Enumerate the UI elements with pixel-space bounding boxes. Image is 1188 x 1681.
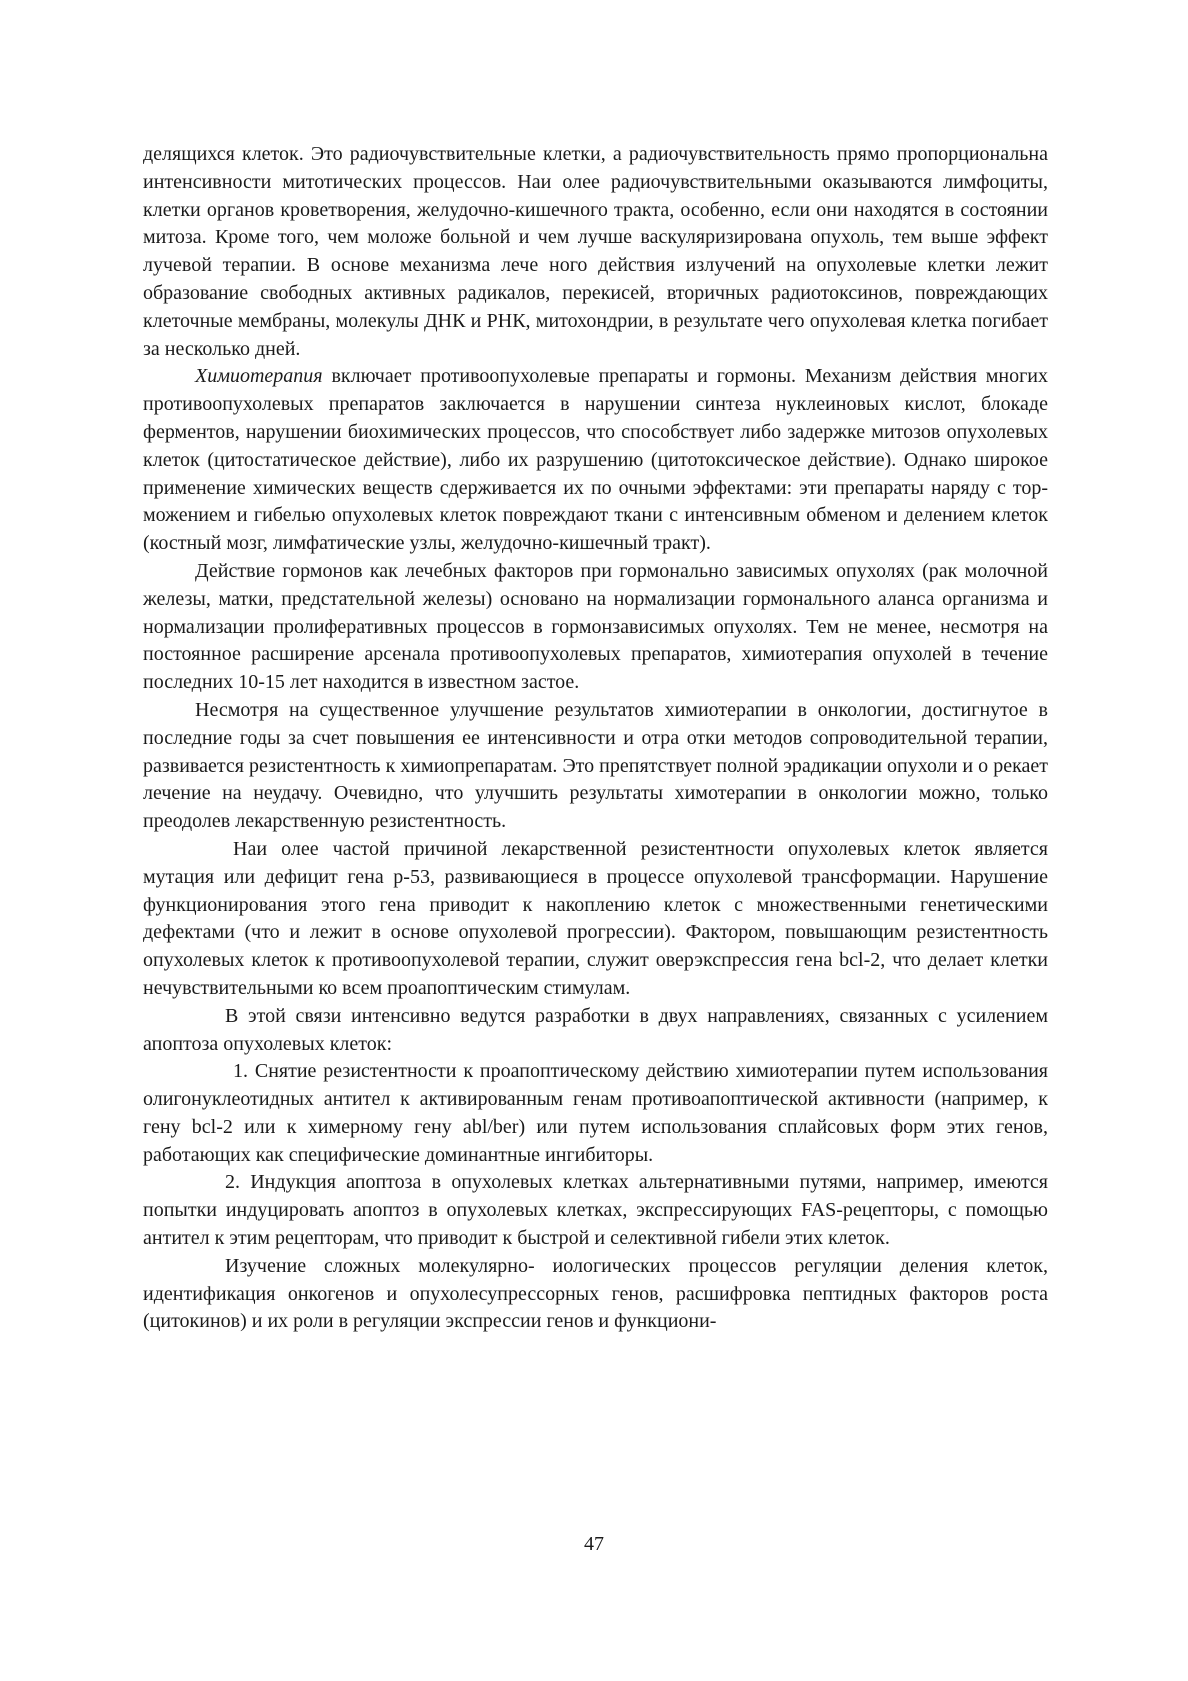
paragraph-p53: Наи олее частой причиной лекарственной резистентности опухолевых клеток является мутация или дефицит гена р-53, развивающиеся в процессе опухолевой трансформации. Нарушение функционирования этого гена приводит к накоплению клеток с множественными генетическими дефектами (что и лежит в основе опухолевой прогрессии). Фактором, повышающим резистентность опухолевых клеток к противоопухолевой терапии, служит оверэкспрессия гена bcl-2, что делает клетки нечувствительными ко всем проапоптическим стимулам. [143,837,1048,999]
paragraph-directions: В этой связи интенсивно ведутся разработки в двух направлениях, связанных с усилением апоптоза опухолевых клеток: [143,1004,1048,1055]
term-chemotherapy: Химиотерапия [195,365,323,388]
body-text [143,141,1048,1336]
paragraph-hormones: Действие гормонов как лечебных факторов при гормонально зависимых опухолях (рак молочной железы, матки, предстательной железы) основано на нормализации гормонального аланса организма и нормализации пролиферативных процессов в гормонзависимых опухолях. Тем не менее, несмотря на постоянное расширение арсенала противоопухолевых препаратов, химиотерапия опухолей в течение последних 10-15 лет находится в известном застое. [143,559,1048,694]
paragraph-radiosensitivity: делящихся клеток. Это радиочувствительные клетки, а радиочувствительность прямо пропорциональна интенсивности митотических процессов. Наи олее радиочувствительными оказываются лимфоциты, клетки органов кроветворения, желудочно-кишечного тракта, особенно, если они находятся в состоянии митоза. Кроме того, чем моложе больной и чем лучше васкуляризирована опухоль, тем выше эффект лучевой терапии. В основе механизма лече ного действия излучений на опухолевые клетки лежит образование свободных активных радикалов, перекисей, вторичных радиотоксинов, повреждающих клеточные мембраны, молекулы ДНК и РНК, митохондрии, в результате чего опухолевая клетка погибает за несколько дней. [143,143,1048,360]
paragraph-chemotherapy-text: включает противоопухолевые препараты и гормоны. Механизм действия многих противоопухолевых препаратов заключается в нарушении синтеза нуклеиновых кислот, блокаде ферментов, нарушении биохимических процессов, что способствует либо задержке митозов опухолевых клеток (цитостатическое действие), либо их разрушению (цитотоксическое действие). Однако широкое применение химических веществ сдерживается их по очными эффектами: эти препараты наряду с торможением и гибелью опухолевых клеток повреждают ткани с интенсивным обменом и делением клеток (костный мозг, лимфатические узлы, желудочно-кишечный тракт). [143,365,1048,555]
paragraph-resistance: Несмотря на существенное улучшение результатов химиотерапии в онкологии, достигнутое в последние годы за счет повышения ее интенсивности и отра отки методов сопроводительной терапии, развивается резистентность к химиопрепаратам. Это препятствует полной эрадикации опухоли и о рекает лечение на неудачу. Очевидно, что улучшить результаты химотерапии в онкологии можно, только преодолев лекарственную резистентность. [143,698,1048,833]
page-number: 47 [584,1533,604,1555]
list-item-2: 2. Индукция апоптоза в опухолевых клетках альтернативными путями, например, имеются попытки индуцировать апоптоз в опухолевых клетках, экспрессирующих FAS-рецепторы, с помощью антител к этим рецепторам, что приводит к быстрой и селективной гибели этих клеток. [143,1171,1048,1250]
list-item-1: 1. Снятие резистентности к проапоптическому действию химиотерапии путем использования олигонуклеотидных антител к активированным генам противоапоптической активности (например, к гену bcl-2 или к химерному гену abl/ber) или путем использования сплайсовых форм этих генов, работающих как специфические доминантные ингибиторы. [143,1060,1048,1166]
paragraph-chemotherapy [143,363,1048,558]
paragraph-molecular: Изучение сложных молекулярно- иологических процессов регуляции деления клеток, идентификация онкогенов и опухолесупрессорных генов, расшифровка пептидных факторов роста (цитокинов) и их роли в регуляции экспрессии генов и функциони- [143,1254,1048,1333]
